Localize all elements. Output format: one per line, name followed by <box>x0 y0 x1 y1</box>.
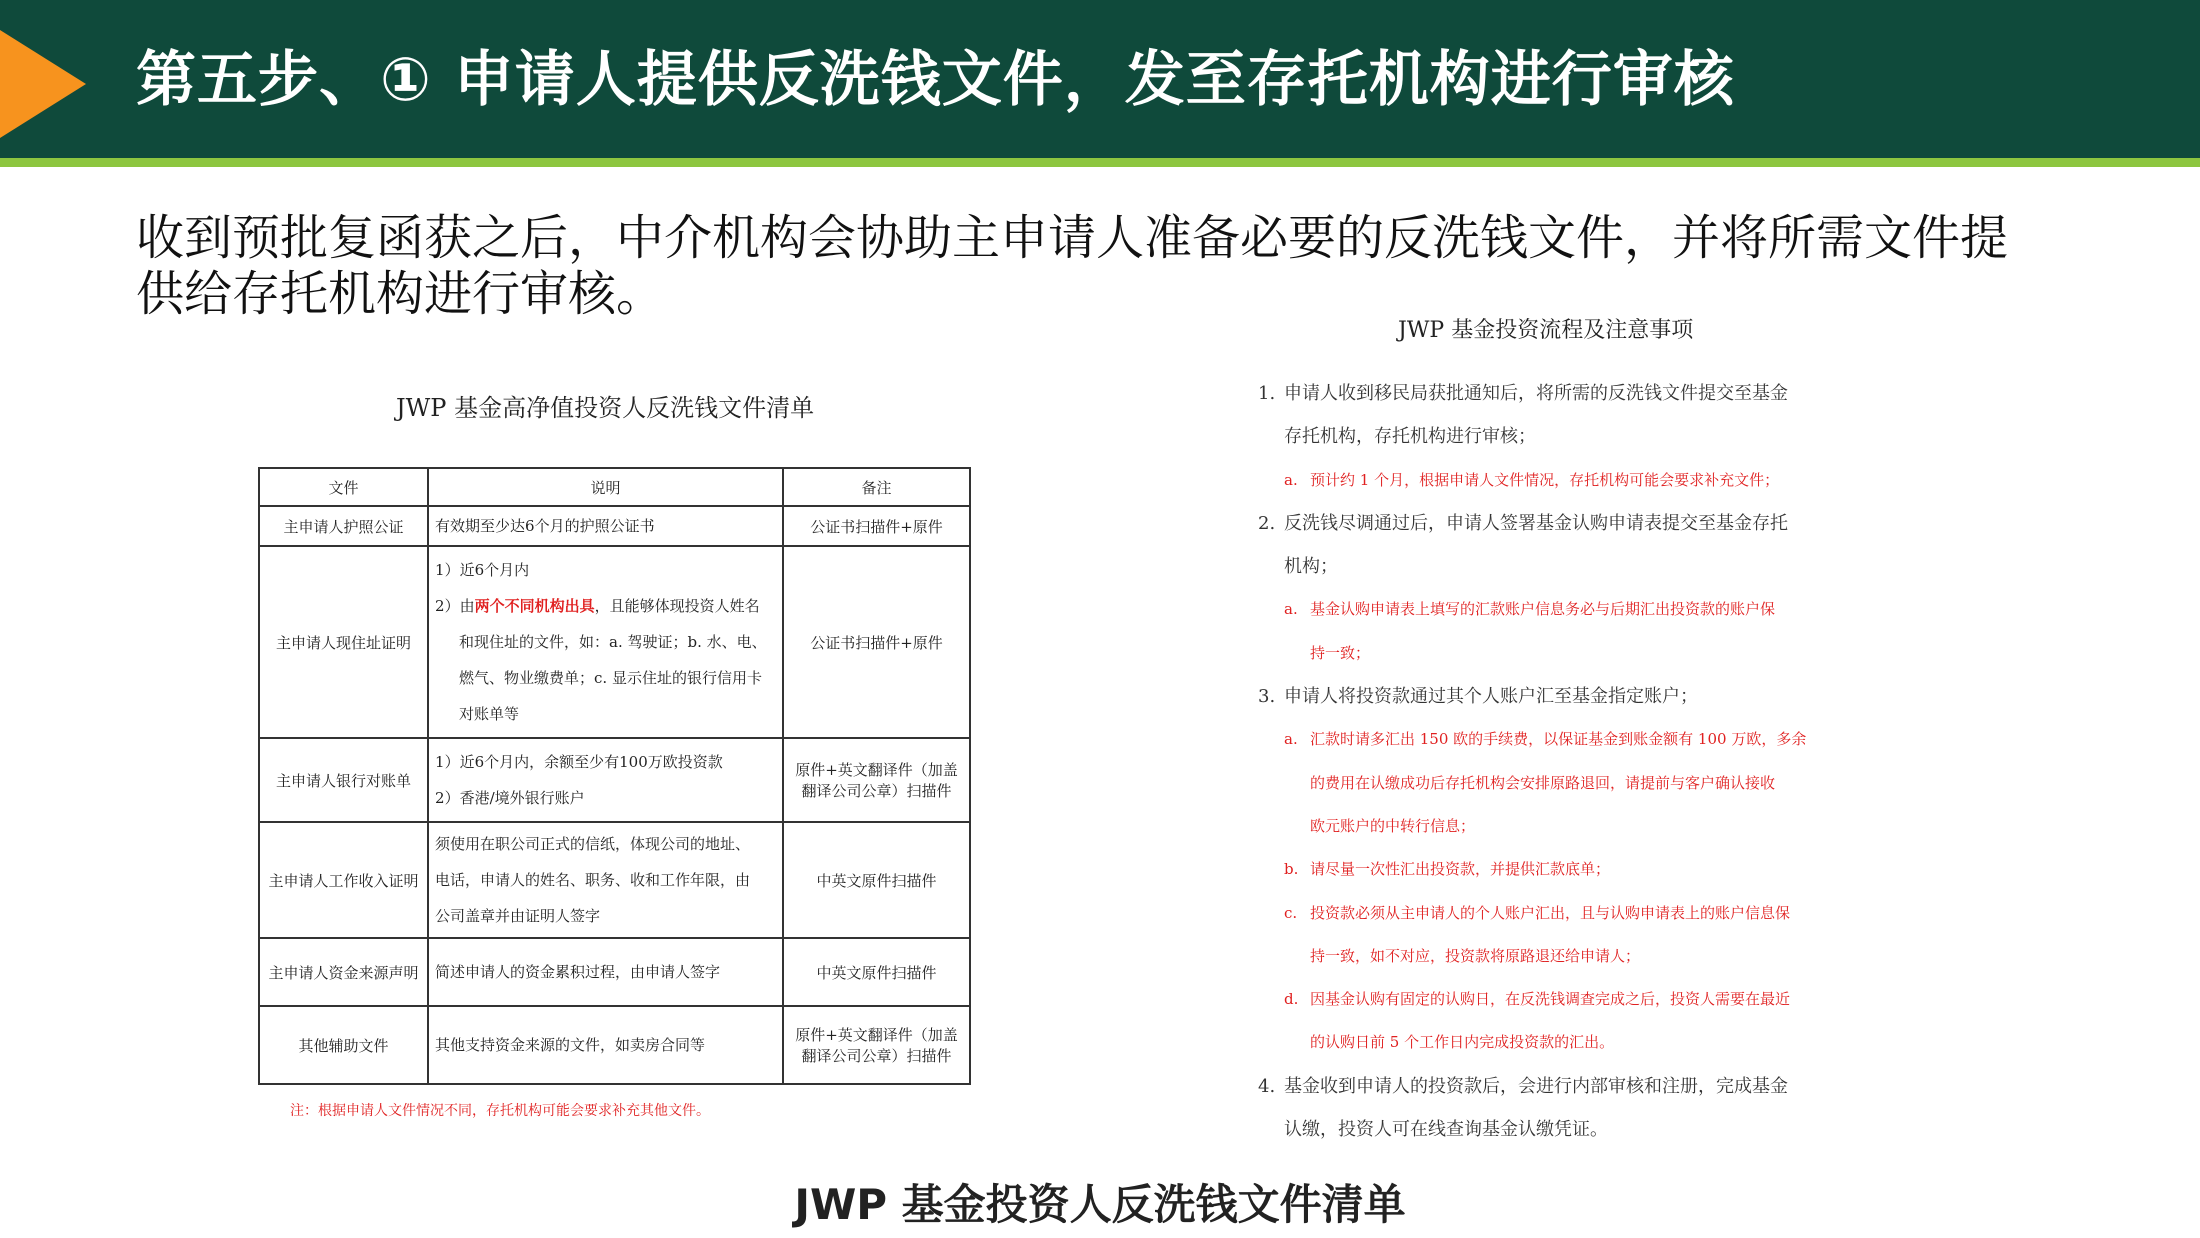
slide-title: 第五步、① 申请人提供反洗钱文件，发至存托机构进行审核 <box>136 45 1735 115</box>
row-desc <box>428 738 783 822</box>
table-row <box>259 506 970 546</box>
arrow-icon <box>0 30 86 138</box>
process-substep-line <box>1258 718 1838 761</box>
substep-text: 的费用在认缴成功后存托机构会安排原路退回，请提前与客户确认接收 <box>1310 773 1776 792</box>
step-text: 存托机构，存托机构进行审核； <box>1284 426 1536 448</box>
process-substep-line <box>1258 805 1838 848</box>
desc-line: 1）近6个月内，余额至少有100万欧投资款 <box>435 753 723 771</box>
process-step-line <box>1258 415 1838 458</box>
step-text: 反洗钱尽调通过后，申请人签署基金认购申请表提交至基金存托 <box>1284 512 1788 534</box>
process-step-line <box>1258 1065 1838 1108</box>
row-note: 原件+英文翻译件（加盖翻译公司公章）扫描件 <box>783 1006 970 1084</box>
step-text: 申请人收到移民局获批通知后，将所需的反洗钱文件提交至基金 <box>1284 383 1788 404</box>
step-text: 机构； <box>1284 556 1338 578</box>
desc-line: 简述申请人的资金累积过程，由申请人签字 <box>435 963 721 981</box>
row-doc: 主申请人护照公证 <box>259 506 428 546</box>
step-number: 2. <box>1258 512 1276 534</box>
substep-text: 的认购日前 5 个工作日内完成投资款的汇出。 <box>1310 1033 1615 1052</box>
substep-text: 投资款必须从主申请人的个人账户汇出，且与认购申请表上的账户信息保 <box>1310 903 1791 922</box>
table-row <box>259 1006 970 1084</box>
substep-text: 基金认购申请表上填写的汇款账户信息务必与后期汇出投资款的账户保 <box>1310 600 1776 619</box>
desc-line: 须使用在职公司正式的信纸，体现公司的地址、 <box>435 835 751 853</box>
desc-text: 2）由 <box>435 597 475 615</box>
substep-text: 预计约 1 个月，根据申请人文件情况，存托机构可能会要求补充文件； <box>1310 470 1780 489</box>
intro-line: 供给存托机构进行审核。 <box>136 266 665 322</box>
table-row <box>259 938 970 1006</box>
intro-line: 收到预批复函获之后，中介机构会协助主申请人准备必要的反洗钱文件，并将所需文件提 <box>136 210 2009 266</box>
process-substep-line <box>1258 935 1838 978</box>
substep-text: 持一致，如不对应，投资款将原路退还给申请人； <box>1310 946 1641 965</box>
desc-line: 公司盖章并由证明人签字 <box>435 907 601 925</box>
process-substep-line <box>1258 762 1838 805</box>
desc-line <box>435 588 776 624</box>
process-step-line <box>1258 372 1838 415</box>
substep-label: b. <box>1284 860 1299 879</box>
checklist-title: JWP 基金高净值投资人反洗钱文件清单 <box>396 394 815 422</box>
process-substep-line <box>1258 892 1838 935</box>
substep-label: d. <box>1284 990 1299 1009</box>
row-doc: 主申请人现住址证明 <box>259 546 428 738</box>
checklist-note: 注：根据申请人文件情况不同，存托机构可能会要求补充其他文件。 <box>290 1103 710 1119</box>
desc-line: 对账单等 <box>459 705 520 723</box>
desc-line: 燃气、物业缴费单；c. 显示住址的银行信用卡 <box>459 669 762 687</box>
row-note: 原件+英文翻译件（加盖翻译公司公章）扫描件 <box>783 738 970 822</box>
process-substep-line <box>1258 1021 1838 1064</box>
process-title: JWP 基金投资流程及注意事项 <box>1398 318 1694 343</box>
row-desc <box>428 1006 783 1084</box>
row-doc: 主申请人工作收入证明 <box>259 822 428 938</box>
header-file: 文件 <box>259 468 428 506</box>
table-row <box>259 822 970 938</box>
row-doc: 主申请人资金来源声明 <box>259 938 428 1006</box>
desc-line: 电话，申请人的姓名、职务、收和工作年限，由 <box>435 871 751 889</box>
desc-line: 有效期至少达6个月的护照公证书 <box>435 517 655 535</box>
step-text: 认缴，投资人可在线查询基金认缴凭证。 <box>1284 1119 1608 1141</box>
process-step-line <box>1258 675 1838 718</box>
substep-text: 汇款时请多汇出 150 欧的手续费，以保证基金到账金额有 100 万欧，多余 <box>1310 730 1807 749</box>
row-note: 公证书扫描件+原件 <box>783 506 970 546</box>
desc-text: ，且能够体现投资人姓名 <box>594 597 760 615</box>
caption: JWP 基金投资人反洗钱文件清单 <box>794 1180 1406 1229</box>
step-number: 1. <box>1258 383 1276 404</box>
intro-paragraph <box>136 210 2066 322</box>
substep-label: a. <box>1284 600 1298 619</box>
row-note: 公证书扫描件+原件 <box>783 546 970 738</box>
desc-line: 和现住址的文件，如：a. 驾驶证；b. 水、电、 <box>459 633 767 651</box>
process-list <box>1258 372 1838 1151</box>
row-doc: 主申请人银行对账单 <box>259 738 428 822</box>
process-substep-line <box>1258 848 1838 891</box>
process-step-line <box>1258 545 1838 588</box>
process-substep-line <box>1258 632 1838 675</box>
process-substep-line <box>1258 588 1838 631</box>
substep-label: a. <box>1284 470 1298 489</box>
process-step-line <box>1258 502 1838 545</box>
header-note: 备注 <box>783 468 970 506</box>
table-row <box>259 738 970 822</box>
step-number: 4. <box>1258 1075 1276 1097</box>
row-note: 中英文原件扫描件 <box>783 938 970 1006</box>
substep-label: c. <box>1284 903 1298 922</box>
row-desc <box>428 938 783 1006</box>
desc-line: 1）近6个月内 <box>435 561 530 579</box>
step-number: 3. <box>1258 686 1276 708</box>
substep-label: a. <box>1284 730 1298 749</box>
row-desc <box>428 506 783 546</box>
step-text: 基金收到申请人的投资款后，会进行内部审核和注册，完成基金 <box>1284 1075 1788 1097</box>
table-header-row <box>259 468 970 506</box>
desc-line: 其他支持资金来源的文件，如卖房合同等 <box>435 1036 706 1054</box>
substep-text: 因基金认购有固定的认购日，在反洗钱调查完成之后，投资人需要在最近 <box>1310 990 1791 1009</box>
desc-line: 2）香港/境外银行账户 <box>435 789 585 807</box>
header-stripe <box>0 158 2200 167</box>
row-note: 中英文原件扫描件 <box>783 822 970 938</box>
aml-checklist-table <box>258 467 971 1085</box>
row-desc <box>428 822 783 938</box>
substep-text: 持一致； <box>1310 643 1371 662</box>
substep-text: 请尽量一次性汇出投资款，并提供汇款底单； <box>1310 860 1611 879</box>
process-step-line <box>1258 1108 1838 1151</box>
substep-text: 欧元账户的中转行信息； <box>1310 816 1476 835</box>
process-substep-line <box>1258 459 1838 502</box>
header-desc: 说明 <box>428 468 783 506</box>
process-substep-line <box>1258 978 1838 1021</box>
desc-highlight: 两个不同机构出具 <box>474 597 595 615</box>
row-desc <box>428 546 783 738</box>
table-row <box>259 546 970 738</box>
step-text: 申请人将投资款通过其个人账户汇至基金指定账户； <box>1284 686 1698 708</box>
row-doc: 其他辅助文件 <box>259 1006 428 1084</box>
